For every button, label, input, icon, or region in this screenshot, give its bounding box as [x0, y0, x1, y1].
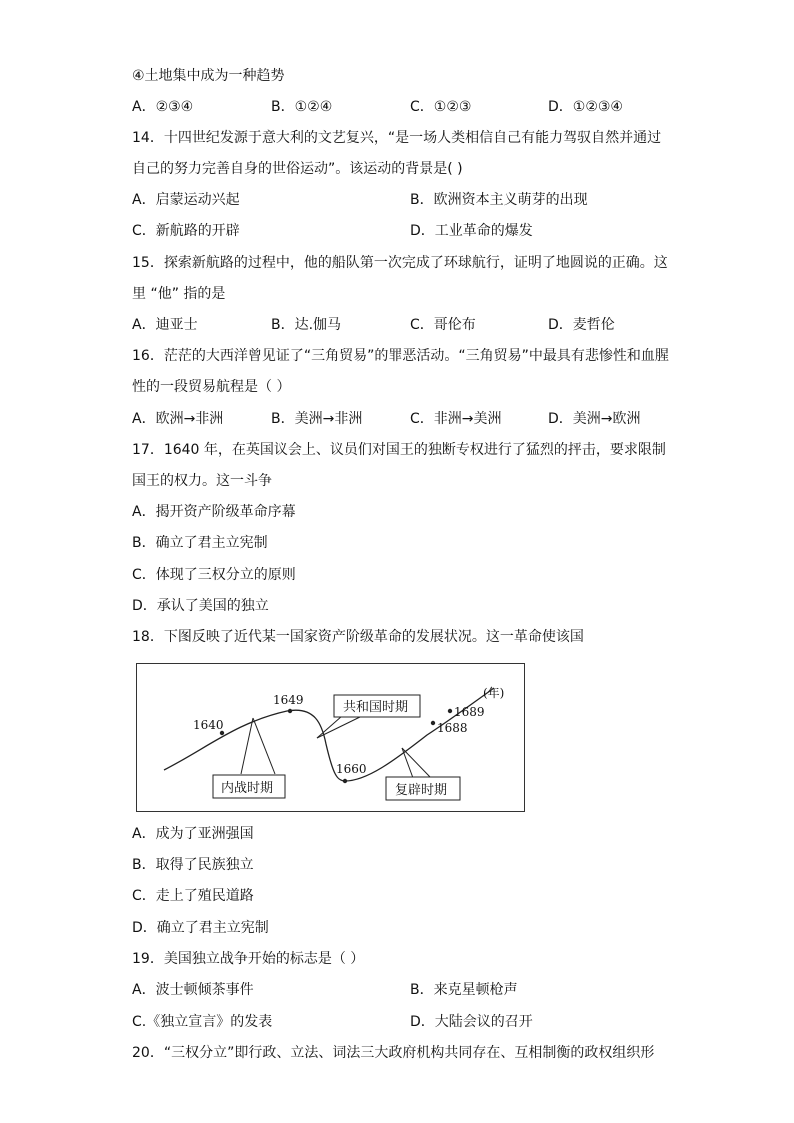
q18-option-c[interactable]: C．走上了殖民道路: [132, 888, 254, 904]
q13-option-a[interactable]: A．②③④: [132, 99, 194, 115]
period-label-civil-war: 内战时期: [221, 781, 274, 796]
q17-stem-line1: 17．1640 年，在英国议会上、议员们对国王的独断专权进行了猛烈的抨击，要求限制: [132, 442, 666, 458]
q14-stem-line2: 自己的努力完善自身的世俗运动”。该运动的背景是( ): [132, 161, 463, 177]
q17-option-d[interactable]: D．承认了美国的独立: [132, 598, 269, 614]
period-label-republic: 共和国时期: [343, 700, 409, 715]
point-1660: [343, 779, 347, 783]
q18-option-b[interactable]: B．取得了民族独立: [132, 857, 254, 873]
q14-option-c[interactable]: C．新航路的开辟: [132, 223, 240, 239]
q15-stem-line2: 里 “他” 指的是: [132, 286, 226, 302]
q15-option-b[interactable]: B．达.伽马: [271, 317, 342, 333]
year-label-1688: 1688: [437, 721, 468, 735]
point-1688: [431, 721, 435, 725]
q15-option-a[interactable]: A．迪亚士: [132, 317, 198, 333]
q17-option-a[interactable]: A．揭开资产阶级革命序幕: [132, 504, 296, 520]
year-label-1689: 1689: [454, 705, 485, 719]
q17-option-b[interactable]: B．确立了君主立宪制: [132, 535, 268, 551]
q13-option-d[interactable]: D．①②③④: [548, 99, 623, 115]
q13-option-c[interactable]: C．①②③: [410, 99, 472, 115]
q19-stem-line1: 19．美国独立战争开始的标志是（ ）: [132, 951, 365, 967]
q16-option-b[interactable]: B．美洲→非洲: [271, 411, 363, 427]
q19-option-c[interactable]: C.《独立宣言》的发表: [132, 1014, 273, 1030]
revolution-curve-diagram: [136, 663, 525, 812]
q20-stem-line1: 20．“三权分立”即行政、立法、词法三大政府机构共同存在、互相制衡的政权组织形: [132, 1045, 655, 1061]
statement-item-4: ④土地集中成为一种趋势: [132, 68, 285, 84]
year-label-1640: 1640: [193, 718, 224, 732]
q15-option-c[interactable]: C．哥伦布: [410, 317, 476, 333]
q15-stem-line1: 15．探索新航路的过程中，他的船队第一次完成了环球航行，证明了地圆说的正确。这: [132, 255, 668, 271]
q15-option-d[interactable]: D．麦哲伦: [548, 317, 615, 333]
q17-option-c[interactable]: C．体现了三权分立的原则: [132, 567, 296, 583]
q19-option-a[interactable]: A．波士顿倾茶事件: [132, 982, 254, 998]
q18-stem-line1: 18．下图反映了近代某一国家资产阶级革命的发展状况。这一革命使该国: [132, 629, 584, 645]
year-label-1660: 1660: [336, 762, 367, 776]
q16-option-d[interactable]: D．美洲→欧洲: [548, 411, 641, 427]
q14-option-b[interactable]: B．欧洲资本主义萌芽的出现: [410, 192, 588, 208]
q16-option-c[interactable]: C．非洲→美洲: [410, 411, 502, 427]
point-1649: [288, 709, 292, 713]
point-1689: [448, 709, 452, 713]
q17-stem-line2: 国王的权力。这一斗争: [132, 473, 272, 489]
year-label-1649: 1649: [273, 693, 304, 707]
q16-stem-line1: 16．茫茫的大西洋曾见证了“三角贸易”的罪恶活动。“三角贸易”中最具有悲惨性和血腥: [132, 348, 669, 364]
period-label-restoration: 复辟时期: [395, 783, 448, 798]
q19-option-d[interactable]: D．大陆会议的召开: [410, 1014, 533, 1030]
q14-option-d[interactable]: D．工业革命的爆发: [410, 223, 533, 239]
q18-option-a[interactable]: A．成为了亚洲强国: [132, 826, 254, 842]
q19-option-b[interactable]: B．来克星顿枪声: [410, 982, 518, 998]
q13-option-b[interactable]: B．①②④: [271, 99, 333, 115]
q14-stem-line1: 14．十四世纪发源于意大利的文艺复兴，“是一场人类相信自己有能力驾驭自然并通过: [132, 130, 662, 146]
q14-option-a[interactable]: A．启蒙运动兴起: [132, 192, 240, 208]
q16-option-a[interactable]: A．欧洲→非洲: [132, 411, 224, 427]
axis-unit-label: (年): [483, 686, 505, 700]
q16-stem-line2: 性的一段贸易航程是（ ）: [132, 379, 291, 395]
q18-option-d[interactable]: D．确立了君主立宪制: [132, 920, 269, 936]
